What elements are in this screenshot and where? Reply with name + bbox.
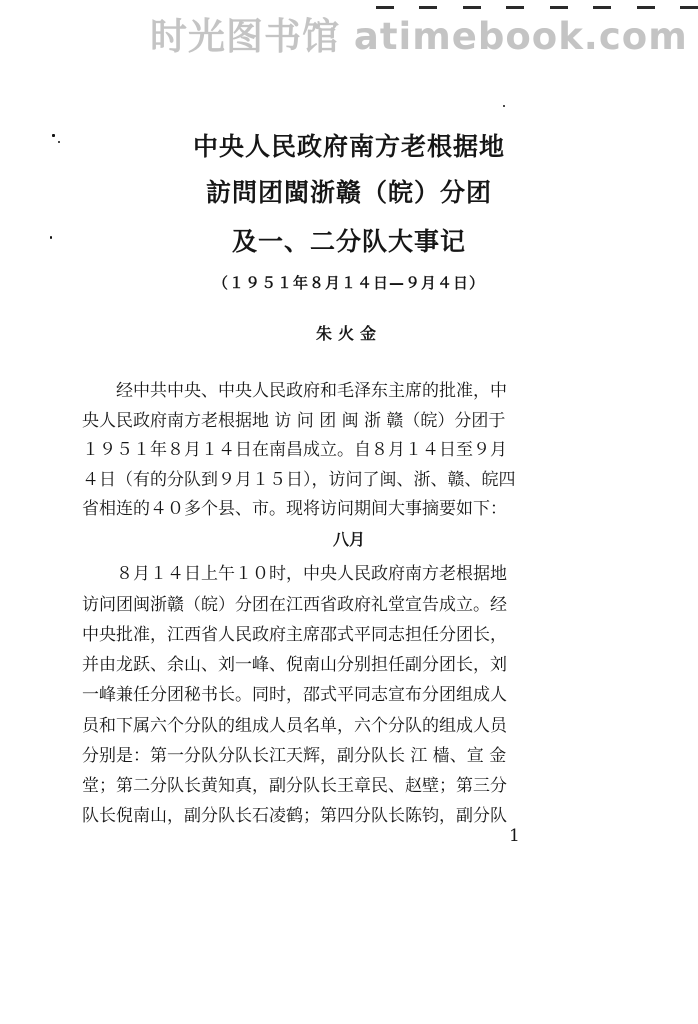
intro-line: １９５１年８月１４日在南昌成立。自８月１４日至９月	[82, 440, 507, 460]
scan-edge-dashes	[376, 0, 698, 14]
section-line: 堂；第二分队长黄知真，副分队长王章民、赵壁；第三分	[82, 776, 507, 796]
section-line: 并由龙跃、余山、刘一峰、倪南山分别担任副分团长，刘	[82, 655, 507, 675]
section-line: 队长倪南山，副分队长石凌鹤；第四分队长陈钧，副分队	[82, 806, 507, 826]
intro-line: ４日（有的分队到９月１５日），访问了闽、浙、赣、皖四	[82, 470, 516, 490]
author-name: 朱火金	[315, 324, 382, 343]
section-line: ８月１４日上午１０时，中央人民政府南方老根据地	[116, 564, 507, 584]
section-line: 分别是：第一分队分队长江天辉，副分队长 江 樯、宣 金	[82, 746, 507, 766]
section-line: 一峰兼任分团秘书长。同时，邵式平同志宣布分团组成人	[82, 685, 507, 705]
section-line: 访问团闽浙赣（皖）分团在江西省政府礼堂宣告成立。经	[82, 595, 507, 615]
intro-line: 经中共中央、中央人民政府和毛泽东主席的批准，中	[116, 381, 507, 401]
title-line-2: 訪問团閩浙赣（皖）分团	[205, 178, 492, 207]
date-range: （１９５１年８月１４日—９月４日）	[212, 274, 485, 292]
section-line: 员和下属六个分队的组成人员名单，六个分队的组成人员	[82, 716, 507, 736]
watermark: 时光图书馆 atimebook.com	[150, 15, 688, 58]
section-line: 中央批准，江西省人民政府主席邵式平同志担任分团长，	[82, 625, 507, 645]
scan-speck	[503, 105, 505, 107]
section-heading-august: 八月	[332, 530, 365, 549]
title-line-1: 中央人民政府南方老根据地	[192, 132, 505, 161]
intro-line: 央人民政府南方老根据地 访 问 团 闽 浙 赣（皖）分团于	[82, 411, 506, 431]
intro-line: 省相连的４０多个县、市。现将访问期间大事摘要如下：	[82, 499, 507, 519]
page-number: 1	[509, 826, 520, 846]
title-line-3: 及一、二分队大事记	[231, 227, 466, 256]
